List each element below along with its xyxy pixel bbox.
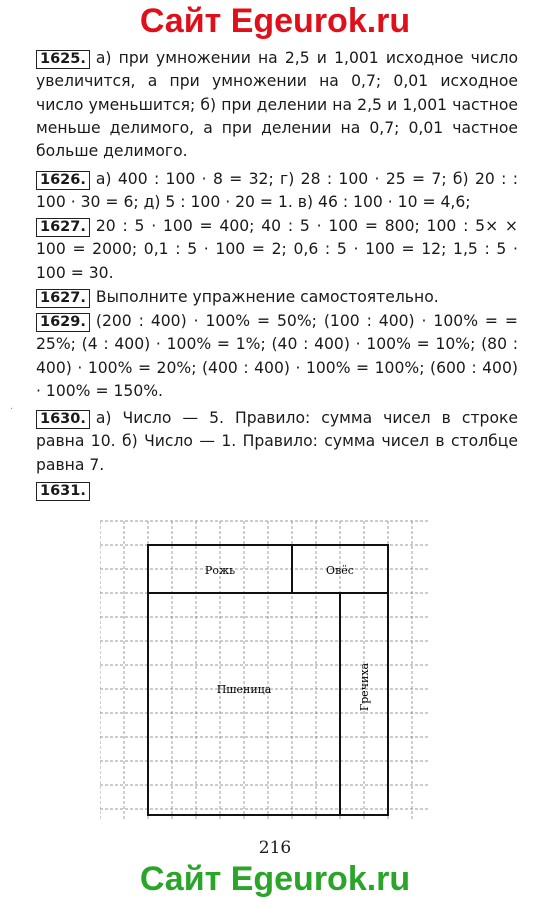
exercise-text: а) Число — 5. Правило: сумма чисел в строке равна 10. б) Число — 1. Правило: сумма чисел в столбце равна 7.	[36, 409, 518, 474]
exercise-number: 1626.	[36, 171, 90, 190]
exercise-number: 1627.	[36, 289, 90, 308]
margin-mark: ·	[10, 404, 14, 415]
exercise-text: 20 : 5 · 100 = 400; 40 : 5 · 100 = 800; 100 : 5× × 100 = 2000; 0,1 : 5 · 100 = 2; 0,6 : 5 · 100 = 12; 1,5 : 5 · 100 = 30.	[36, 217, 518, 282]
exercise-number: 1630.	[36, 410, 90, 429]
ex-1629	[36, 310, 518, 403]
exercise-number: 1629.	[36, 313, 90, 332]
ex-1626	[36, 168, 518, 215]
exercise-text: (200 : 400) · 100% = 50%; (100 : 400) · 100% = = 25%; (4 : 400) · 100% = 1%; (40 : 400) · 100% = 10%; (80 : 400) · 100% = 20%; (400 : 400) · 100% = 100%; (600 : 400) · 100% = 150%.	[36, 312, 518, 400]
label-oats: Овёс	[326, 564, 354, 577]
site-title-top: Сайт Egeurok.ru	[139, 2, 411, 40]
exercise-text: а) 400 : 100 · 8 = 32; г) 28 : 100 · 25 = 7; б) 20 : : 100 · 30 = 6; д) 5 : 100 · 20 = 1. в) 46 : 100 · 10 = 4,6;	[36, 170, 518, 212]
field-outer-border	[148, 545, 388, 815]
exercise-text: а) при умножении на 2,5 и 1,001 исходное число увеличится, а при умножении на 0,7; 0,01 исходное число уменьшится; б) при делении на 2,5 и 1,001 частное меньше делимого, а при делении на 0,7; 0,01 частное больше делимого.	[36, 49, 518, 161]
page-number: 216	[258, 838, 292, 858]
ex-1630	[36, 407, 518, 477]
site-title-bottom: Сайт Egeurok.ru	[139, 860, 411, 898]
label-rye: Рожь	[204, 564, 236, 577]
ex-1631	[36, 479, 518, 502]
ex-1625	[36, 47, 518, 163]
ex-1627	[36, 215, 518, 285]
label-buckwheat: Гречиха	[358, 662, 371, 712]
exercise-number: 1627.	[36, 218, 90, 237]
field-diagram-svg	[100, 515, 430, 825]
field-diagram	[100, 515, 430, 829]
exercise-number: 1625.	[36, 50, 90, 69]
exercise-text: Выполните упражнение самостоятельно.	[95, 288, 439, 306]
ex-1627-b	[36, 286, 518, 309]
exercise-number: 1631.	[36, 482, 90, 501]
label-wheat: Пшеница	[216, 683, 272, 696]
